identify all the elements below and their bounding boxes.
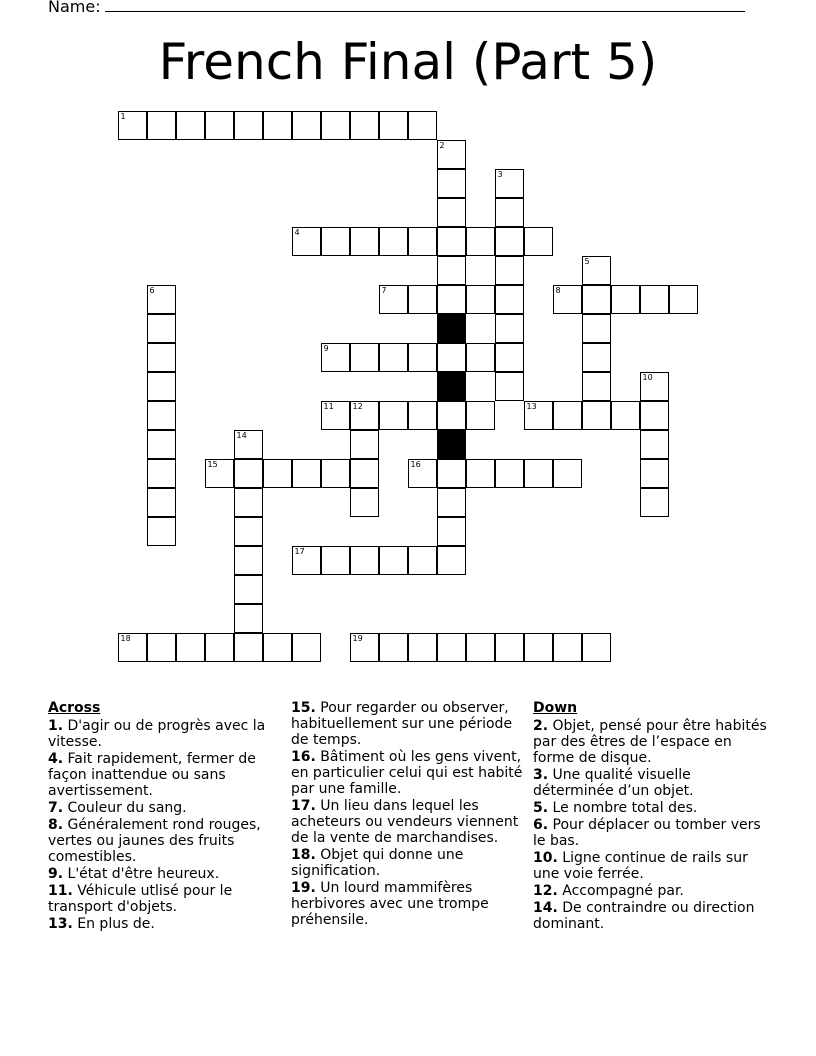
grid-cell[interactable] <box>350 401 379 430</box>
grid-cell[interactable] <box>640 285 669 314</box>
clue-number-label: 4. <box>48 751 64 767</box>
clue <box>533 900 769 932</box>
clue-number: 15 <box>207 459 218 469</box>
grid-cell[interactable] <box>321 343 350 372</box>
grid-cell[interactable] <box>611 401 640 430</box>
grid-cell[interactable] <box>524 459 553 488</box>
grid-cell[interactable] <box>466 459 495 488</box>
clue-text: Un lourd mammifères herbivores avec une trompe préhensile. <box>291 880 489 928</box>
clue-number-label: 16. <box>291 749 316 765</box>
grid-cell[interactable] <box>176 111 205 140</box>
grid-cell[interactable] <box>553 285 582 314</box>
grid-cell[interactable] <box>408 111 437 140</box>
grid-cell[interactable] <box>553 401 582 430</box>
grid-cell[interactable] <box>147 633 176 662</box>
grid-cell[interactable] <box>437 517 466 546</box>
grid-cell[interactable] <box>582 401 611 430</box>
grid-cell[interactable] <box>408 401 437 430</box>
grid-cell[interactable] <box>495 314 524 343</box>
grid-cell[interactable] <box>466 401 495 430</box>
grid-cell[interactable] <box>437 459 466 488</box>
grid-cell[interactable] <box>379 227 408 256</box>
clue-number-label: 9. <box>48 866 64 882</box>
grid-cell[interactable] <box>234 546 263 575</box>
clue-text: Accompagné par. <box>557 883 684 899</box>
grid-cell[interactable] <box>582 285 611 314</box>
grid-cell[interactable] <box>234 604 263 633</box>
grid-cell[interactable] <box>495 633 524 662</box>
clue-text: De contraindre ou direction dominant. <box>533 900 755 932</box>
grid-cell[interactable] <box>350 430 379 459</box>
grid-cell[interactable] <box>147 372 176 401</box>
grid-cell[interactable] <box>350 546 379 575</box>
clue-number-label: 6. <box>533 817 549 833</box>
clue <box>48 800 270 816</box>
grid-cell[interactable] <box>147 111 176 140</box>
grid-cell[interactable] <box>350 488 379 517</box>
grid-cell[interactable] <box>640 401 669 430</box>
clue-number-label: 19. <box>291 880 316 896</box>
grid-cell[interactable] <box>147 430 176 459</box>
clue-number-label: 17. <box>291 798 316 814</box>
clue <box>291 798 527 846</box>
clue-number-label: 5. <box>533 800 549 816</box>
grid-cell[interactable] <box>524 401 553 430</box>
clue <box>291 700 527 748</box>
grid-cell[interactable] <box>408 343 437 372</box>
grid-cell[interactable] <box>147 459 176 488</box>
grid-cell[interactable] <box>495 227 524 256</box>
clue <box>533 800 769 816</box>
grid-cell[interactable] <box>408 285 437 314</box>
grid-cell[interactable] <box>582 372 611 401</box>
grid-cell[interactable] <box>321 227 350 256</box>
grid-cell[interactable] <box>437 198 466 227</box>
grid-cell[interactable] <box>292 227 321 256</box>
clue <box>291 749 527 797</box>
across-clue-list-continued <box>291 700 527 928</box>
down-heading: Down <box>533 700 578 716</box>
grid-cell[interactable] <box>640 372 669 401</box>
grid-cell[interactable] <box>147 488 176 517</box>
clue-text: Pour déplacer ou tomber vers le bas. <box>533 817 761 849</box>
across-heading: Across <box>48 700 101 716</box>
clue <box>533 883 769 899</box>
grid-cell[interactable] <box>205 633 234 662</box>
grid-cell[interactable] <box>495 285 524 314</box>
clue-number-label: 11. <box>48 883 73 899</box>
grid-cell[interactable] <box>495 372 524 401</box>
clue-number-label: 14. <box>533 900 558 916</box>
grid-cell[interactable] <box>234 488 263 517</box>
grid-cell[interactable] <box>582 343 611 372</box>
black-square <box>437 372 466 401</box>
clue-number: 7 <box>381 285 387 295</box>
grid-cell[interactable] <box>147 285 176 314</box>
grid-cell[interactable] <box>669 285 698 314</box>
down-clue-list <box>533 718 769 932</box>
clue-text: En plus de. <box>72 916 155 932</box>
grid-cell[interactable] <box>640 488 669 517</box>
clue-number: 10 <box>642 372 653 382</box>
grid-cell[interactable] <box>379 401 408 430</box>
clue-number-label: 12. <box>533 883 558 899</box>
grid-cell[interactable] <box>437 401 466 430</box>
name-label: Name: <box>48 0 101 16</box>
clue <box>48 916 270 932</box>
grid-cell[interactable] <box>379 111 408 140</box>
clue-number-label: 10. <box>533 850 558 866</box>
clue-number-label: 13. <box>48 916 73 932</box>
clue-number: 4 <box>294 227 300 237</box>
clue-number: 14 <box>236 430 247 440</box>
across-clues-column <box>48 700 270 933</box>
clue-text: Pour regarder ou observer, habituellement sur une période de temps. <box>291 700 513 748</box>
grid-cell[interactable] <box>292 633 321 662</box>
grid-cell[interactable] <box>524 227 553 256</box>
clue-number: 2 <box>439 140 445 150</box>
grid-cell[interactable] <box>437 488 466 517</box>
grid-cell[interactable] <box>292 459 321 488</box>
grid-cell[interactable] <box>379 285 408 314</box>
clue <box>48 817 270 865</box>
clue-text: Le nombre total des. <box>548 800 698 816</box>
clue-text: L'état d'être heureux. <box>63 866 220 882</box>
grid-cell[interactable] <box>437 169 466 198</box>
grid-cell[interactable] <box>263 633 292 662</box>
clue-number: 9 <box>323 343 329 353</box>
grid-cell[interactable] <box>234 430 263 459</box>
grid-cell[interactable] <box>466 343 495 372</box>
clue-number: 11 <box>323 401 334 411</box>
grid-cell[interactable] <box>379 343 408 372</box>
clue <box>291 847 527 879</box>
down-clues-column <box>533 700 769 933</box>
clue-text: Une qualité visuelle déterminée d’un objet. <box>533 767 694 799</box>
grid-cell[interactable] <box>495 198 524 227</box>
grid-cell[interactable] <box>611 285 640 314</box>
grid-cell[interactable] <box>379 546 408 575</box>
clue-number: 6 <box>149 285 155 295</box>
grid-cell[interactable] <box>147 401 176 430</box>
grid-cell[interactable] <box>263 459 292 488</box>
grid-cell[interactable] <box>234 517 263 546</box>
grid-cell[interactable] <box>553 633 582 662</box>
grid-cell[interactable] <box>321 459 350 488</box>
grid-cell[interactable] <box>495 459 524 488</box>
clue <box>48 883 270 915</box>
grid-cell[interactable] <box>234 459 263 488</box>
grid-cell[interactable] <box>321 401 350 430</box>
clue-text: Généralement rond rouges, vertes ou jaunes des fruits comestibles. <box>48 817 261 865</box>
grid-cell[interactable] <box>582 314 611 343</box>
grid-cell[interactable] <box>147 517 176 546</box>
grid-cell[interactable] <box>408 459 437 488</box>
grid-cell[interactable] <box>147 343 176 372</box>
grid-cell[interactable] <box>147 314 176 343</box>
grid-cell[interactable] <box>379 633 408 662</box>
clue-number: 19 <box>352 633 363 643</box>
clue-text: Couleur du sang. <box>63 800 187 816</box>
clue <box>533 767 769 799</box>
clue-number: 5 <box>584 256 590 266</box>
grid-cell[interactable] <box>321 111 350 140</box>
grid-cell[interactable] <box>582 256 611 285</box>
grid-cell[interactable] <box>553 459 582 488</box>
grid-cell[interactable] <box>118 633 147 662</box>
grid-cell[interactable] <box>234 111 263 140</box>
grid-cell[interactable] <box>292 111 321 140</box>
grid-cell[interactable] <box>234 575 263 604</box>
grid-cell[interactable] <box>118 111 147 140</box>
clue <box>48 866 270 882</box>
grid-cell[interactable] <box>495 256 524 285</box>
grid-cell[interactable] <box>495 169 524 198</box>
grid-cell[interactable] <box>437 256 466 285</box>
clue <box>48 751 270 799</box>
grid-cell[interactable] <box>466 227 495 256</box>
black-square <box>437 314 466 343</box>
grid-cell[interactable] <box>640 459 669 488</box>
clue-number-label: 3. <box>533 767 549 783</box>
grid-cell[interactable] <box>350 459 379 488</box>
grid-cell[interactable] <box>408 227 437 256</box>
clue <box>291 880 527 928</box>
clue-number: 3 <box>497 169 503 179</box>
clue <box>533 718 769 766</box>
grid-cell[interactable] <box>437 633 466 662</box>
grid-cell[interactable] <box>495 343 524 372</box>
clue-number-label: 18. <box>291 847 316 863</box>
clue-number: 1 <box>120 111 126 121</box>
clue-number-label: 8. <box>48 817 64 833</box>
grid-cell[interactable] <box>234 633 263 662</box>
clue-number: 8 <box>555 285 561 295</box>
grid-cell[interactable] <box>292 546 321 575</box>
clue-text: Objet qui donne une signification. <box>291 847 464 879</box>
clue-number: 13 <box>526 401 537 411</box>
grid-cell[interactable] <box>437 140 466 169</box>
grid-cell[interactable] <box>263 111 292 140</box>
grid-cell[interactable] <box>205 111 234 140</box>
page-title: French Final (Part 5) <box>158 33 658 91</box>
grid-cell[interactable] <box>408 633 437 662</box>
clue <box>48 718 270 750</box>
grid-cell[interactable] <box>437 227 466 256</box>
clue-number: 12 <box>352 401 363 411</box>
grid-cell[interactable] <box>205 459 234 488</box>
clue-text: Objet, pensé pour être habités par des êtres de l’espace en forme de disque. <box>533 718 767 766</box>
clue-text: Ligne continue de rails sur une voie ferrée. <box>533 850 748 882</box>
clue-number-label: 7. <box>48 800 64 816</box>
grid-cell[interactable] <box>466 285 495 314</box>
clue-text: Véhicule utlisé pour le transport d'objets. <box>48 883 233 915</box>
grid-cell[interactable] <box>350 343 379 372</box>
grid-cell[interactable] <box>582 633 611 662</box>
clue <box>533 817 769 849</box>
clue-number: 17 <box>294 546 305 556</box>
grid-cell[interactable] <box>640 430 669 459</box>
clue-number-label: 2. <box>533 718 549 734</box>
clue <box>533 850 769 882</box>
grid-cell[interactable] <box>350 633 379 662</box>
clue-text: Un lieu dans lequel les acheteurs ou vendeurs viennent de la vente de marchandises. <box>291 798 519 846</box>
grid-cell[interactable] <box>176 633 205 662</box>
clue-number: 16 <box>410 459 421 469</box>
clue-text: D'agir ou de progrès avec la vitesse. <box>48 718 266 750</box>
grid-cell[interactable] <box>321 546 350 575</box>
grid-cell[interactable] <box>350 111 379 140</box>
grid-cell[interactable] <box>437 343 466 372</box>
grid-cell[interactable] <box>466 633 495 662</box>
grid-cell[interactable] <box>437 546 466 575</box>
clue-number-label: 1. <box>48 718 64 734</box>
clue-number-label: 15. <box>291 700 316 716</box>
clue-text: Bâtiment où les gens vivent, en particulier celui qui est habité par une famille. <box>291 749 523 797</box>
across-clue-list <box>48 718 270 932</box>
clue-text: Fait rapidement, fermer de façon inattendue ou sans avertissement. <box>48 751 256 799</box>
grid-cell[interactable] <box>524 633 553 662</box>
grid-cell[interactable] <box>350 227 379 256</box>
across-clues-column-continued <box>291 700 527 929</box>
black-square <box>437 430 466 459</box>
clue-number: 18 <box>120 633 131 643</box>
grid-cell[interactable] <box>408 546 437 575</box>
grid-cell[interactable] <box>437 285 466 314</box>
